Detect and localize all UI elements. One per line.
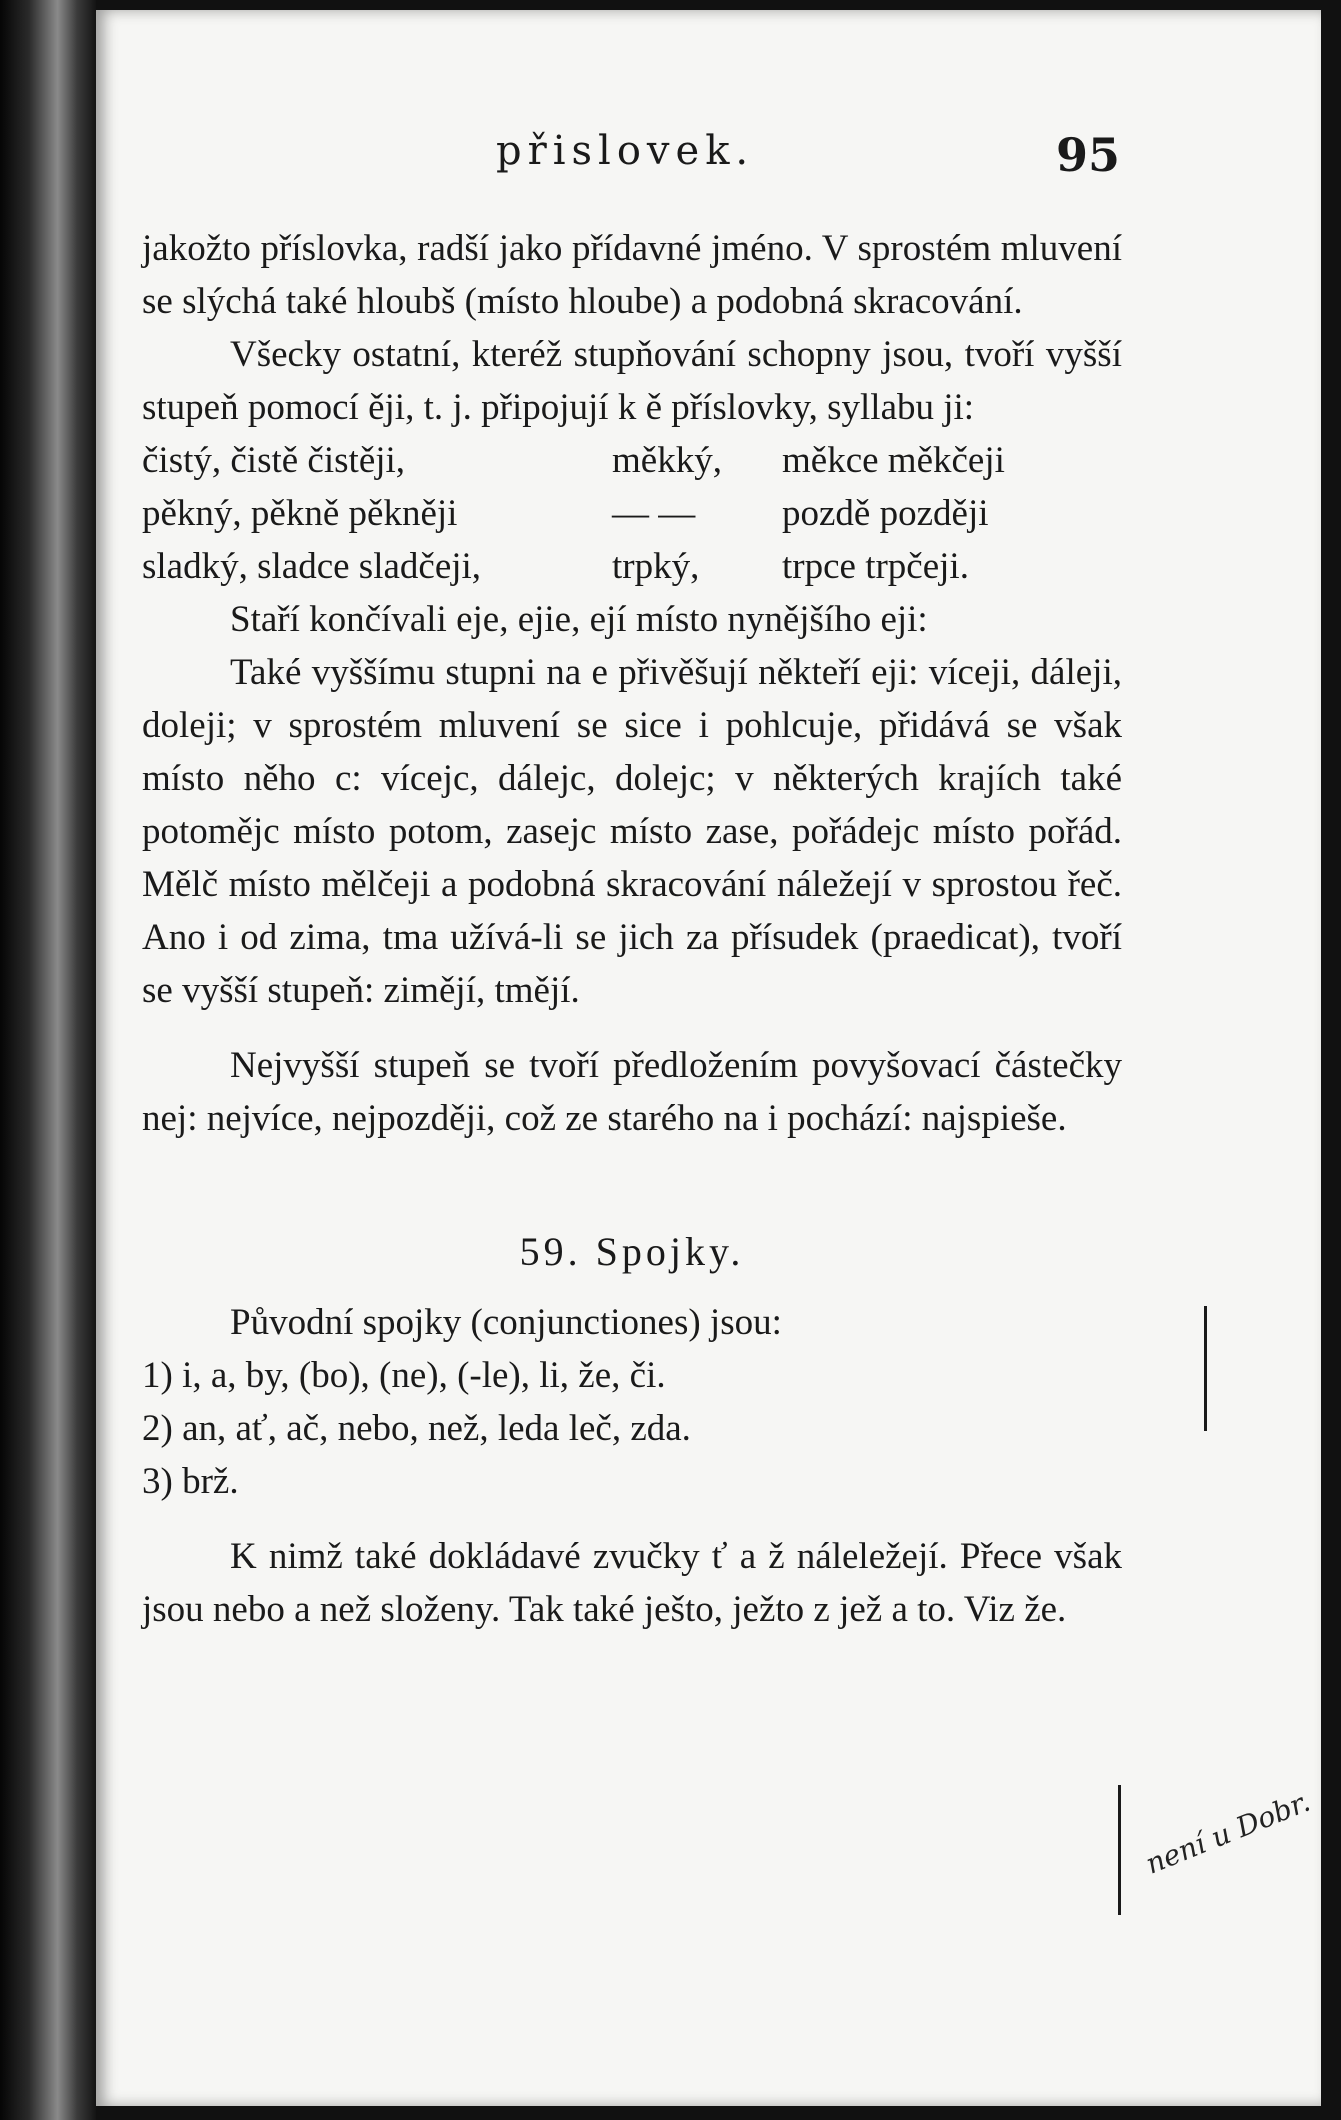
- list-item: 3) brž.: [142, 1461, 239, 1502]
- page-body: [142, 222, 1122, 1636]
- page-header: [96, 128, 1321, 188]
- table-row: [142, 540, 1122, 593]
- margin-line: [1204, 1306, 1207, 1431]
- paragraph: Nejvyšší stupeň se tvoří předložením povyšovací částečky nej: nejvíce, nejpozději, což ze starého na i pochází: najspieše.: [142, 1045, 1122, 1139]
- table-cell: měkce měkčeji: [782, 440, 1005, 481]
- table-cell: pozdě později: [782, 493, 989, 534]
- table-cell: trpce trpčeji.: [782, 546, 969, 587]
- paragraph: jakožto příslovka, radší jako přídavné jméno. V sprostém mluvení se slýchá také hloubš (místo hloube) a podobná skracování.: [142, 228, 1122, 322]
- handwritten-margin-note: není u Dobr.: [1141, 1784, 1315, 1881]
- table-cell: trpký,: [612, 546, 700, 587]
- paragraph: Také vyššímu stupni na e přivěšují někteří eji: víceji, dáleji, doleji; v sprostém mluvení se sice i pohlcuje, přidává se však místo něho c: vícejc, dálejc, dolejc; v některých krajích také potomějc místo potom, zasejc místo zase, pořádejc místo pořád. Mělč místo mělčeji a podobná skracování náležejí v sprostou řeč. Ano i od zima, tma užívá-li se jich za přísudek (praedicat), tvoří se vyšší stupeň: zimějí, tmějí.: [142, 652, 1122, 1011]
- table-row: [142, 434, 1122, 487]
- running-title: přislovek.: [496, 128, 755, 174]
- margin-line: [1118, 1785, 1121, 1915]
- paragraph: Staří končívali eje, ejie, ejí místo nynějšího eji:: [230, 599, 928, 640]
- table-cell: sladký, sladce sladčeji,: [142, 546, 482, 587]
- page-number: 95: [1056, 128, 1121, 182]
- table-cell: pěkný, pěkně pěkněji: [142, 493, 458, 534]
- book-page: [96, 10, 1321, 2106]
- section-intro: Původní spojky (conjunctiones) jsou:: [230, 1302, 782, 1343]
- table-cell: čistý, čistě čistěji,: [142, 440, 406, 481]
- list-item: 1) i, a, by, (bo), (ne), (-le), li, že, či.: [142, 1355, 666, 1396]
- paragraph: K nimž také dokládavé zvučky ť a ž náleležejí. Přece však jsou nebo a než složeny. Tak také ješto, ježto z jež a to. Viz že.: [142, 1536, 1122, 1630]
- comparison-table: [142, 434, 1122, 593]
- table-row: [142, 487, 1122, 540]
- table-cell: měkký,: [612, 440, 722, 481]
- list-item: 2) an, ať, ač, nebo, než, leda leč, zda.: [142, 1408, 691, 1449]
- section-title: 59. Spojky.: [519, 1229, 745, 1274]
- paragraph: Všecky ostatní, kteréž stupňování schopny jsou, tvoří vyšší stupeň pomocí ěji, t. j. připojují k ě příslovky, syllabu ji:: [142, 334, 1122, 428]
- book-spine: [0, 0, 96, 2120]
- table-cell: — —: [612, 493, 696, 534]
